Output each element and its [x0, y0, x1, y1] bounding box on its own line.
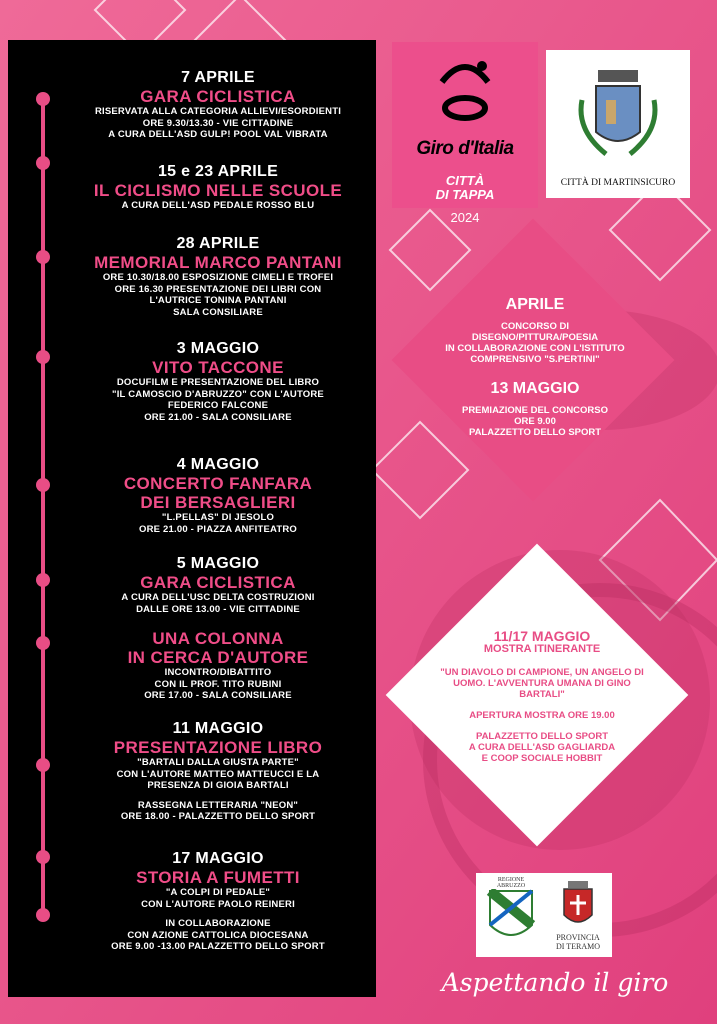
premiazione-line: PREMIAZIONE DEL CONCORSO [461, 405, 609, 416]
event-1 [58, 69, 378, 141]
concorso-block [404, 295, 666, 438]
timeline-dot [36, 908, 50, 922]
event-line: CON L'AUTORE MATTEO MATTEUCCI E LA [116, 768, 320, 780]
event-line: CON IL PROF. TITO RUBINI [154, 678, 282, 690]
event-title: MEMORIAL MARCO PANTANI [94, 253, 342, 272]
event-date: 28 APRILE [176, 235, 260, 252]
event-line: "BARTALI DALLA GIUSTA PARTE" [137, 757, 299, 768]
martinsicuro-crest-icon [546, 50, 690, 176]
giro-logo [392, 42, 538, 225]
comune-crest [546, 50, 690, 198]
premiazione-line: ORE 9.00 [514, 416, 556, 427]
event-line: CON AZIONE CATTOLICA DIOCESANA [127, 929, 309, 941]
teramo-crest-icon [558, 879, 598, 931]
timeline-dot [36, 250, 50, 264]
timeline-dot [36, 156, 50, 170]
aprile-line: IN COLLABORAZIONE CON L'ISTITUTO [445, 343, 625, 354]
event-line: ORE 17.00 - SALA CONSILIARE [144, 690, 292, 701]
timeline-dot [36, 92, 50, 106]
regione-abruzzo-logo [482, 877, 540, 947]
event-date: 7 APRILE [181, 69, 255, 86]
mostra-line: UOMO. L'AVVENTURA UMANA DI GINO [453, 678, 631, 689]
event-date: 15 e 23 APRILE [157, 163, 279, 180]
event-title: GARA CICLISTICA [140, 87, 296, 106]
event-line: ORE 21.00 - SALA CONSILIARE [144, 411, 292, 423]
event-line: DOCUFILM E PRESENTAZIONE DEL LIBRO [116, 377, 320, 388]
mostra-line: BARTALI" [519, 689, 565, 700]
event-line: A CURA DELL'ASD GULP! POOL VAL VIBRATA [108, 129, 328, 140]
aprile-line: COMPRENSIVO "S.PERTINI" [470, 354, 600, 365]
event-date: 5 MAGGIO [176, 555, 260, 572]
event-7 [58, 629, 378, 702]
mostra-place: A CURA DELL'ASD GAGLIARDA [468, 742, 616, 753]
event-line: ORE 10.30/18.00 ESPOSIZIONE CIMELI E TROFEI [102, 272, 334, 283]
timeline-dot [36, 350, 50, 364]
event-line: ORE 18.00 - PALAZZETTO DELLO SPORT [120, 811, 316, 822]
teramo-label: DI TERAMO [555, 942, 601, 951]
provincia-label: PROVINCIA [556, 933, 600, 942]
timeline-dot [36, 636, 50, 650]
timeline-dot [36, 758, 50, 772]
event-2 [58, 163, 378, 212]
event-title: UNA COLONNA [152, 629, 284, 648]
event-title: CONCERTO FANFARA [123, 474, 313, 493]
giro-year: 2024 [450, 210, 480, 225]
mostra-apertura: APERTURA MOSTRA ORE 19.00 [469, 710, 615, 721]
event-line: IN COLLABORAZIONE [165, 918, 271, 929]
mostra-line: "UN DIAVOLO DI CAMPIONE, UN ANGELO DI [440, 667, 644, 678]
event-title: IN CERCA D'AUTORE [127, 648, 309, 667]
abruzzo-shield-icon [486, 889, 536, 945]
provincia-teramo-logo [548, 879, 608, 951]
event-4 [58, 340, 378, 423]
event-date: 3 MAGGIO [176, 340, 260, 357]
event-line: L'AUTRICE TONINA PANTANI [149, 295, 287, 306]
event-line: ORE 16.30 PRESENTAZIONE DEI LIBRI CON [114, 283, 322, 295]
mostra-heading: 11/17 MAGGIO [493, 628, 591, 644]
mostra-block [404, 628, 680, 764]
event-line: A CURA DELL'ASD PEDALE ROSSO BLU [121, 200, 315, 211]
event-line: DALLE ORE 13.00 - VIE CITTADINE [136, 603, 300, 615]
aprile-heading: APRILE [505, 296, 565, 313]
mostra-place: PALAZZETTO DELLO SPORT [475, 731, 609, 742]
event-line: ORE 9.30/13.30 - VIE CITTADINE [142, 117, 294, 129]
giro-wordmark: Giro d'Italia [416, 138, 514, 159]
event-line: RISERVATA ALLA CATEGORIA ALLIEVI/ESORDIENTI [94, 106, 342, 117]
event-line: CON L'AUTORE PAOLO REINERI [141, 898, 295, 910]
event-9 [58, 850, 378, 953]
timeline-dot [36, 850, 50, 864]
aprile-line: CONCORSO DI [500, 321, 570, 332]
event-line: RASSEGNA LETTERARIA "NEON" [137, 799, 299, 811]
event-date: 4 MAGGIO [176, 456, 260, 473]
partner-logos [476, 873, 612, 957]
mostra-place: E COOP SOCIALE HOBBIT [481, 753, 603, 764]
event-line: PRESENZA DI GIOIA BARTALI [147, 780, 289, 791]
event-8 [58, 720, 378, 823]
event-line: "IL CAMOSCIO D'ABRUZZO" CON L'AUTORE [112, 388, 324, 400]
event-line: A CURA DELL'USC DELTA COSTRUZIONI [121, 592, 315, 603]
event-6 [58, 555, 378, 615]
citta-label: CITTÀ [445, 173, 485, 188]
event-3 [58, 235, 378, 318]
timeline-dot [36, 478, 50, 492]
event-line: SALA CONSILIARE [173, 306, 263, 318]
event-title: DEI BERSAGLIERI [140, 493, 296, 512]
event-5 [58, 456, 378, 535]
event-line: "L.PELLAS" DI JESOLO [161, 512, 275, 523]
event-title: STORIA A FUMETTI [136, 868, 300, 887]
event-date: 11 MAGGIO [172, 720, 264, 737]
event-line: ORE 21.00 - PIAZZA ANFITEATRO [139, 523, 297, 535]
tagline: Aspettando il giro [441, 968, 669, 997]
aprile-line: DISEGNO/PITTURA/POESIA [471, 332, 599, 343]
event-title: IL CICLISMO NELLE SCUOLE [93, 181, 343, 200]
event-line: INCONTRO/DIBATTITO [164, 667, 272, 678]
timeline-dot [36, 573, 50, 587]
abruzzo-label: ABRUZZO [496, 883, 526, 889]
mostra-sub: MOSTRA ITINERANTE [483, 643, 601, 655]
event-title: GARA CICLISTICA [140, 573, 296, 592]
giro-cyclist-icon [392, 42, 538, 138]
premiazione-line: PALAZZETTO DELLO SPORT [468, 427, 602, 438]
event-title: PRESENTAZIONE LIBRO [113, 738, 323, 757]
premiazione-heading: 13 MAGGIO [490, 380, 580, 397]
citta-di-tappa [392, 174, 538, 202]
event-title: VITO TACCONE [152, 358, 284, 377]
comune-name: CITTÀ DI MARTINSICURO [560, 178, 676, 188]
di-tappa-label: DI TAPPA [435, 187, 495, 202]
timeline-panel [8, 40, 376, 997]
event-date: 17 MAGGIO [172, 850, 264, 867]
regione-label: REGIONE [497, 877, 525, 883]
event-line: "A COLPI DI PEDALE" [165, 887, 271, 898]
event-line: ORE 9.00 -13.00 PALAZZETTO DELLO SPORT [111, 941, 325, 952]
event-line: FEDERICO FALCONE [167, 400, 269, 411]
timeline-line [41, 95, 45, 913]
